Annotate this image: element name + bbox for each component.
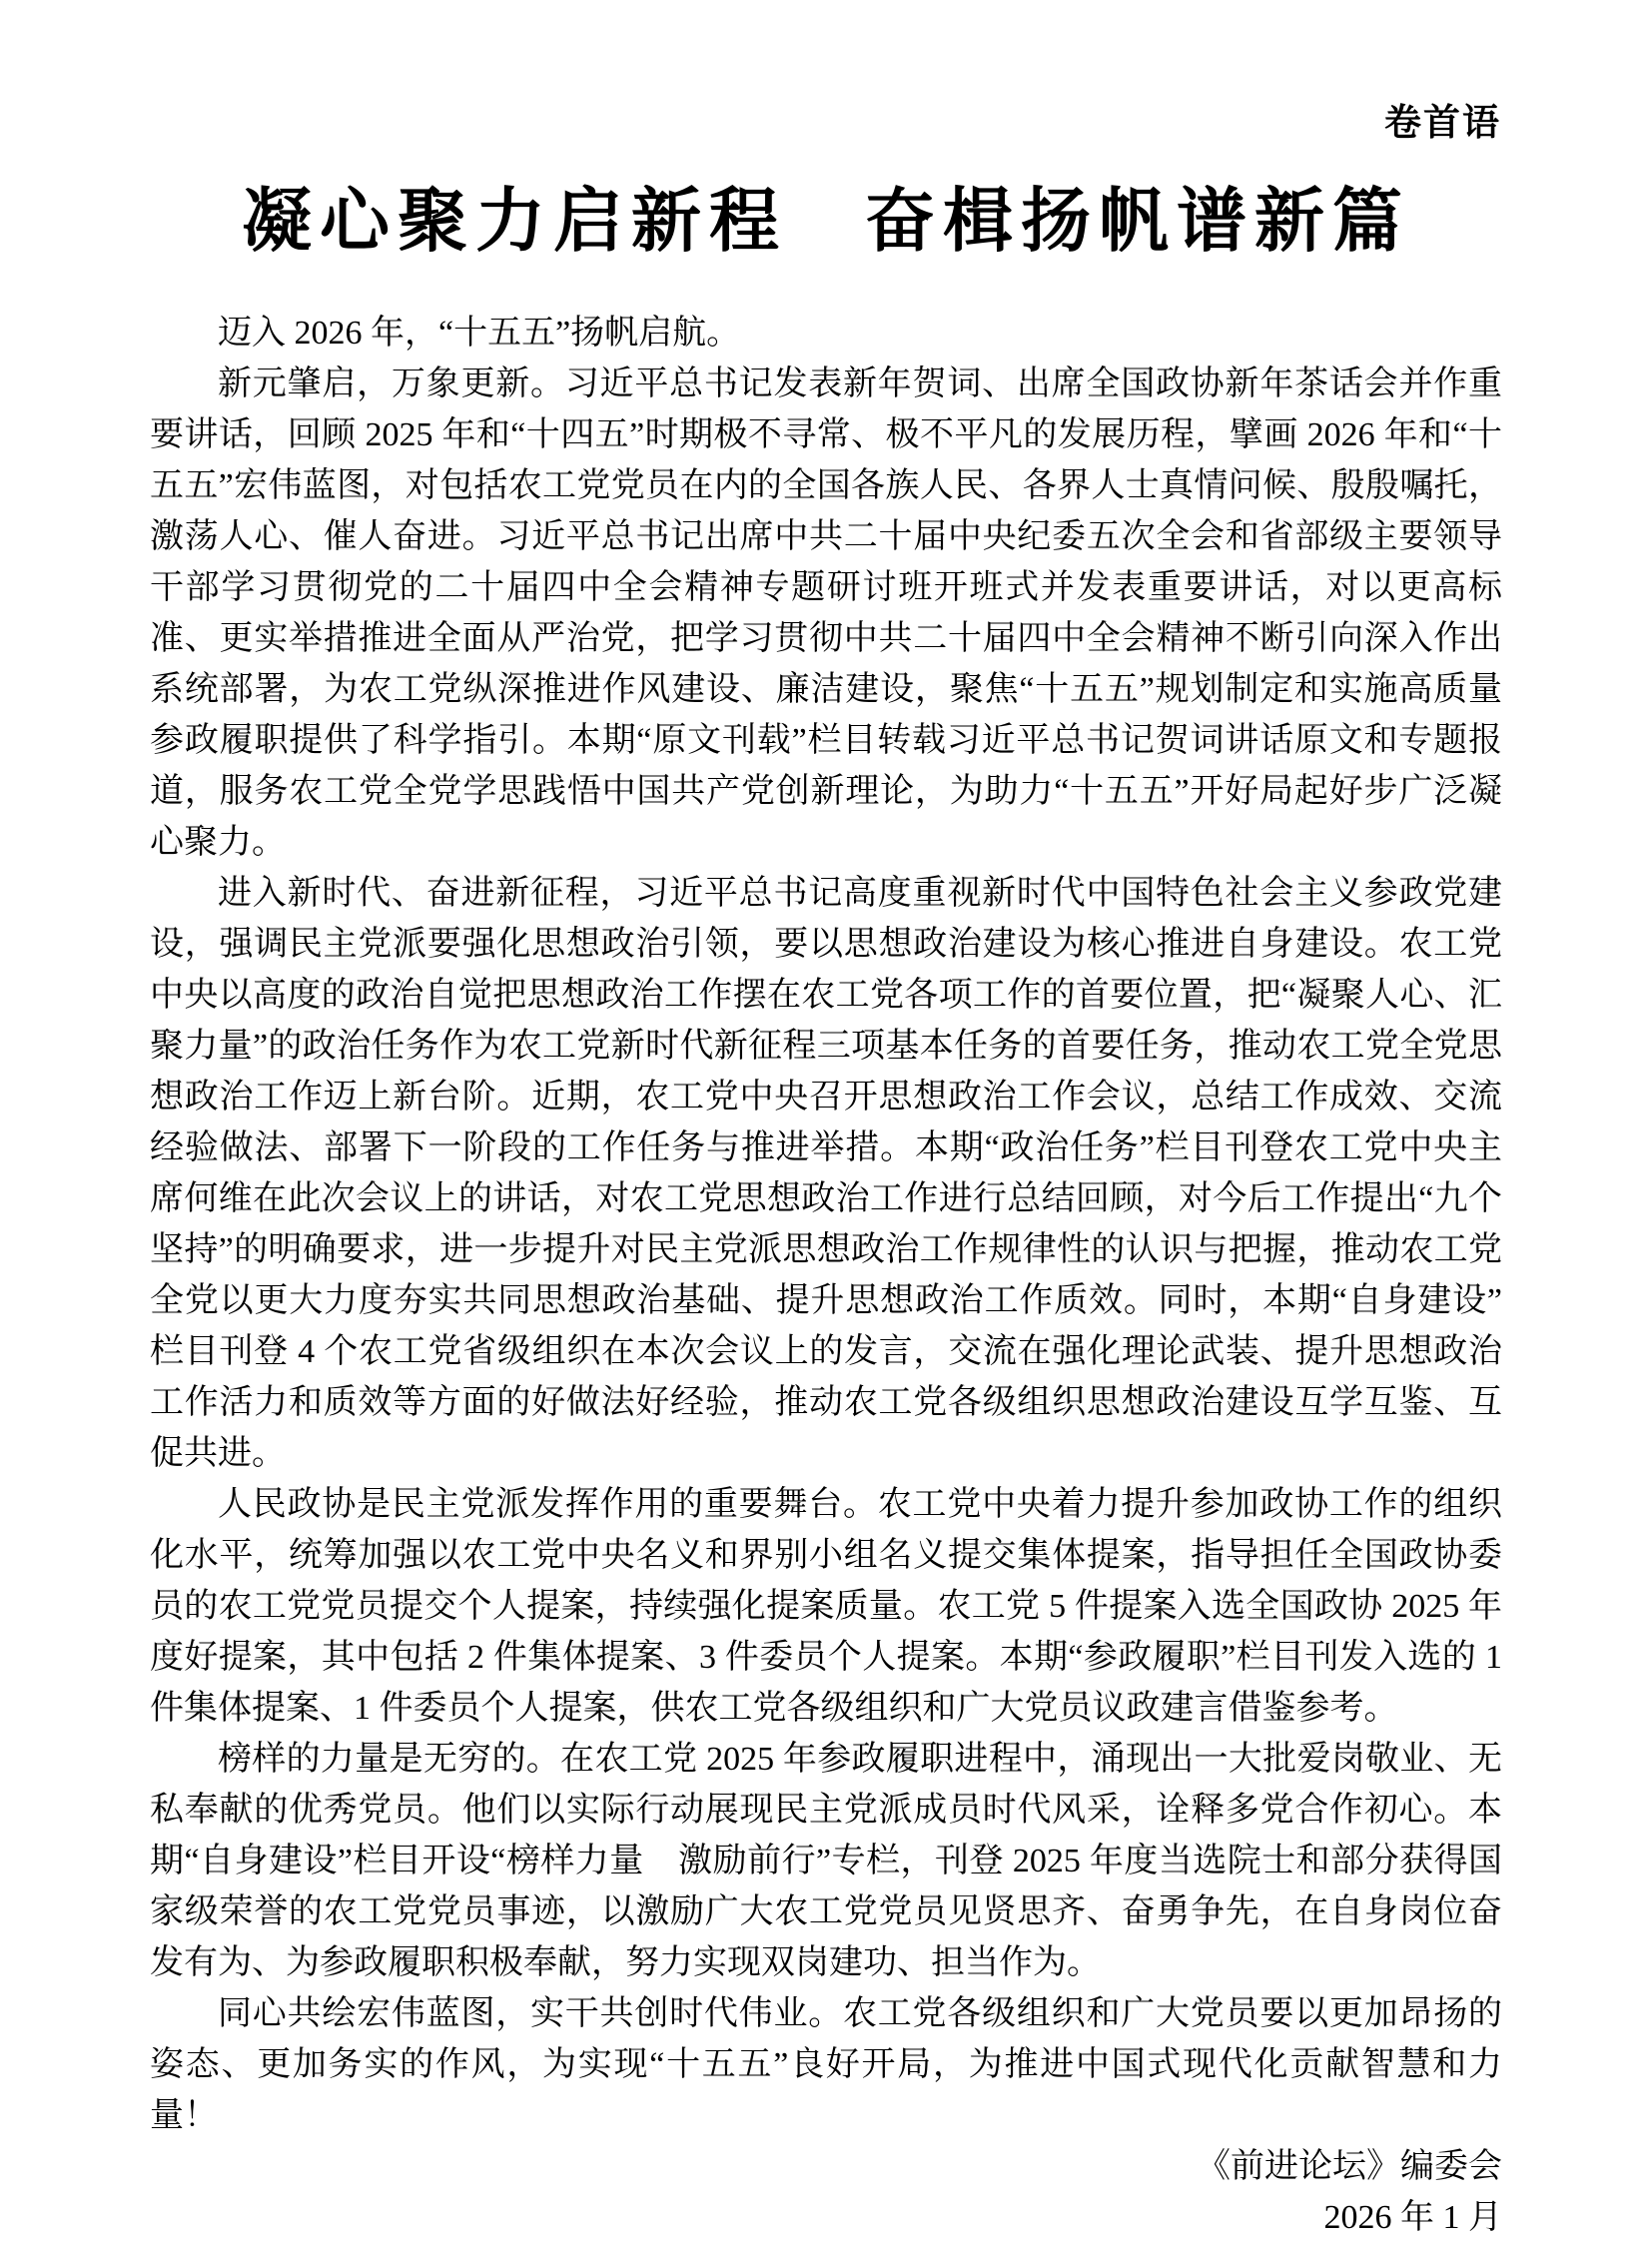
editorial-board-signature: 《前进论坛》编委会 — [1197, 2148, 1502, 2185]
body-paragraph-4: 人民政协是民主党派发挥作用的重要舞台。农工党中央着力提升参加政协工作的组织化水平，统筹加强以农工党中央名义和界别小组名义提交集体提案，指导担任全国政协委员的农工党党员提交个人提案，持续强化提案质量。农工党 5 件提案入选全国政协 2025 年度好提案，其中包括 2 件集体提案、3 件委员个人提案。本期“参政履职”栏目刊发入选的 1 件集体提案、1 件委员个人提案，供农工党各级组织和广大党员议政建言借鉴参考。 — [150, 1486, 1502, 1727]
article-body — [150, 308, 1502, 2242]
corner-section-label: 卷首语 — [1384, 102, 1501, 143]
body-paragraph-6: 同心共绘宏伟蓝图，实干共创时代伟业。农工党各级组织和广大党员要以更加昂扬的姿态、更加务实的作风，为实现“十五五”良好开局，为推进中国式现代化贡献智慧和力量！ — [150, 1995, 1502, 2134]
page-title: 凝心聚力启新程 奋楫扬帆谱新篇 — [242, 184, 1410, 261]
body-paragraph-3: 进入新时代、奋进新征程，习近平总书记高度重视新时代中国特色社会主义参政党建设，强调民主党派要强化思想政治引领，要以思想政治建设为核心推进自身建设。农工党中央以高度的政治自觉把思想政治工作摆在农工党各项工作的首要位置，把“凝聚人心、汇聚力量”的政治任务作为农工党新时代新征程三项基本任务的首要任务，推动农工党全党思想政治工作迈上新台阶。近期，农工党中央召开思想政治工作会议，总结工作成效、交流经验做法、部署下一阶段的工作任务与推进举措。本期“政治任务”栏目刊登农工党中央主席何维在此次会议上的讲话，对农工党思想政治工作进行总结回顾，对今后工作提出“九个坚持”的明确要求，进一步提升对民主党派思想政治工作规律性的认识与把握，推动农工党全党以更大力度夯实共同思想政治基础、提升思想政治工作质效。同时，本期“自身建设”栏目刊登 4 个农工党省级组织在本次会议上的发言，交流在强化理论武装、提升思想政治工作活力和质效等方面的好做法好经验，推动农工党各级组织思想政治建设互学互鉴、互促共进。 — [150, 875, 1502, 1472]
body-paragraph-2: 新元肇启，万象更新。习近平总书记发表新年贺词、出席全国政协新年茶话会并作重要讲话，回顾 2025 年和“十四五”时期极不寻常、极不平凡的发展历程，擘画 2026 年和“十五五”宏伟蓝图，对包括农工党党员在内的全国各族人民、各界人士真情问候、殷殷嘱托，激荡人心、催人奋进。习近平总书记出席中共二十届中央纪委五次全会和省部级主要领导干部学习贯彻党的二十届四中全会精神专题研讨班开班式并发表重要讲话，对以更高标准、更实举措推进全面从严治党，把学习贯彻中共二十届四中全会精神不断引向深入作出系统部署，为农工党纵深推进作风建设、廉洁建设，聚焦“十五五”规划制定和实施高质量参政履职提供了科学指引。本期“原文刊载”栏目转载习近平总书记贺词讲话原文和专题报道，服务农工党全党学思践悟中国共产党创新理论，为助力“十五五”开好局起好步广泛凝心聚力。 — [150, 366, 1502, 861]
body-paragraph-1: 迈入 2026 年，“十五五”扬帆启航。 — [218, 315, 741, 352]
body-paragraph-5: 榜样的力量是无穷的。在农工党 2025 年参政履职进程中，涌现出一大批爱岗敬业、无私奉献的优秀党员。他们以实际行动展现民主党派成员时代风采，诠释多党合作初心。本期“自身建设”栏目开设“榜样力量 激励前行”专栏，刊登 2025 年度当选院士和部分获得国家级荣誉的农工党党员事迹，以激励广大农工党党员见贤思齐、奋勇争先，在自身岗位奋发有为、为参政履职积极奉献，努力实现双岗建功、担当作为。 — [150, 1741, 1502, 1981]
publication-date: 2026 年 1 月 — [1323, 2199, 1502, 2236]
